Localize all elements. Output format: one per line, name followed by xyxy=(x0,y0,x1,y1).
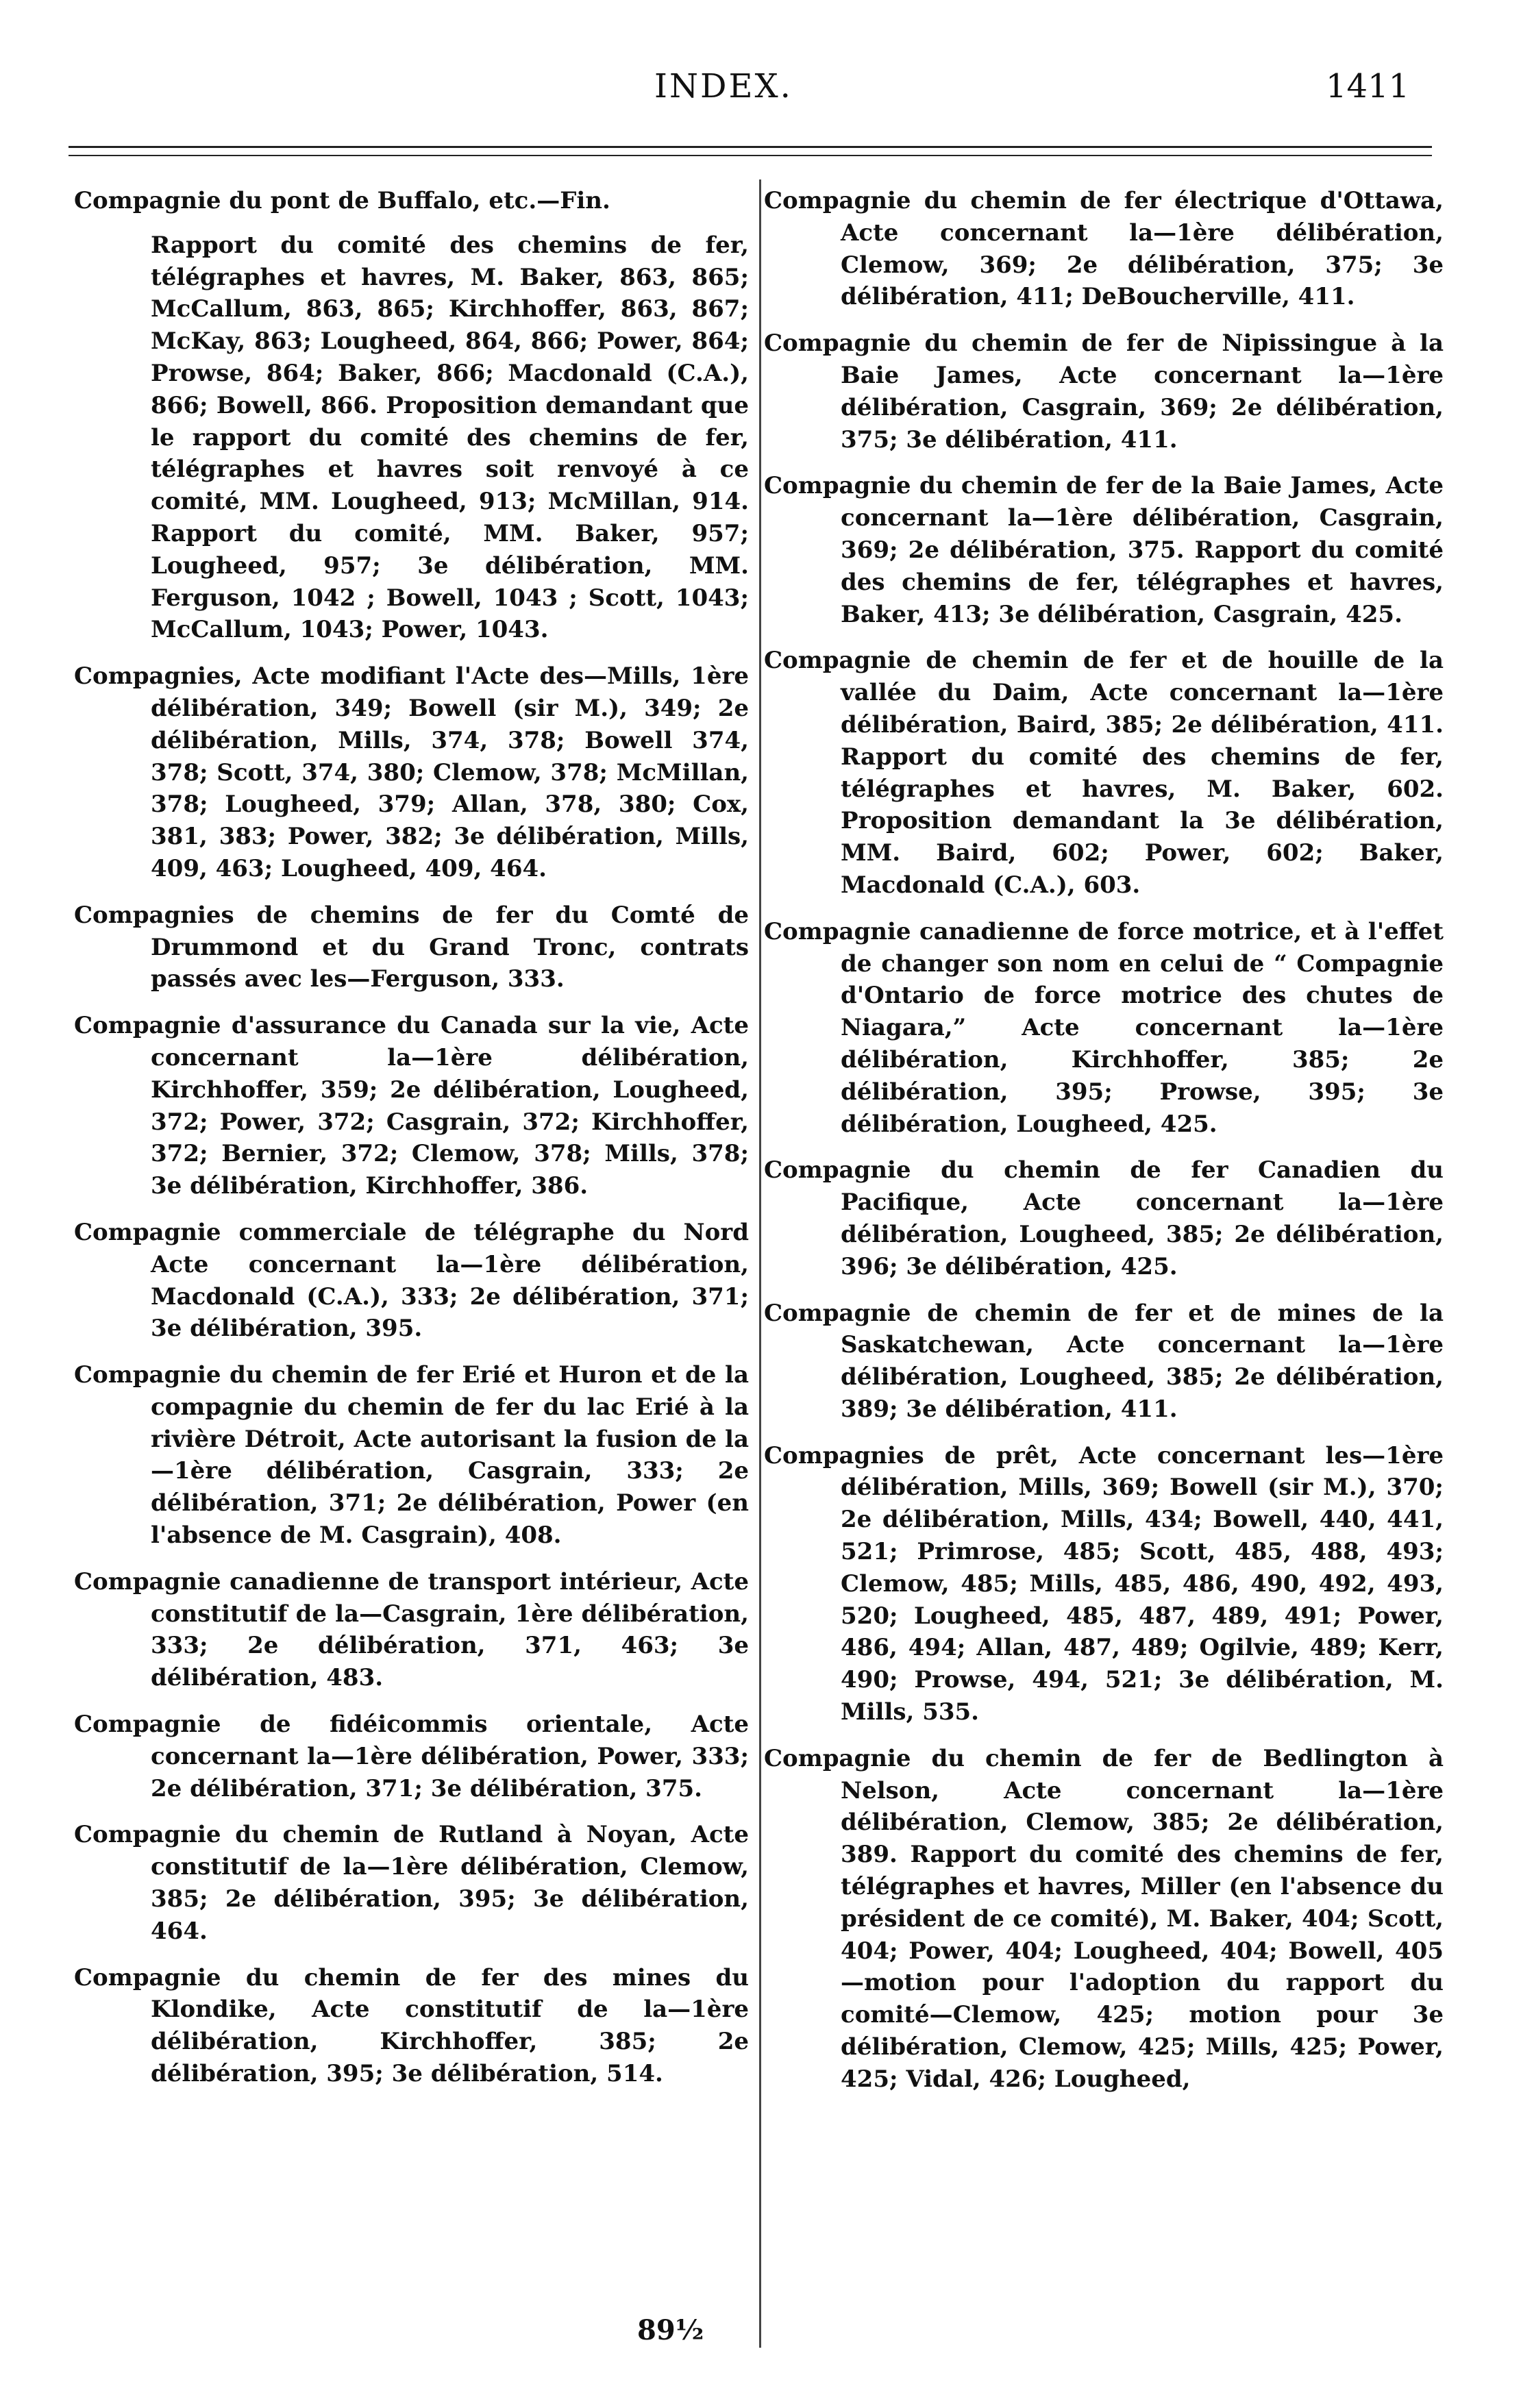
index-entry: Compagnie commerciale de télégraphe du Nord Acte concernant la—1ère délibération, Macdonald (C.A.), 333; 2e délibération, 371; 3e délibération, 395. xyxy=(74,1218,749,1343)
column-divider xyxy=(759,179,761,2348)
index-entry: Compagnie du chemin de fer Erié et Huron et de la compagnie du chemin de fer du lac Erié à la rivière Détroit, Acte autorisant la fusion de la—1ère délibération, Casgrain, 333; 2e délibération, 371; 2e délibération, Power (en l'absence de M. Casgrain), 408. xyxy=(74,1361,749,1550)
signature-mark: 89½ xyxy=(637,2314,704,2346)
index-entry: Compagnie canadienne de transport intérieur, Acte constitutif de la—Casgrain, 1ère délibération, 333; 2e délibération, 371, 463; 3e délibération, 483. xyxy=(74,1567,749,1692)
index-entry: Compagnie du chemin de Rutland à Noyan, Acte constitutif de la—1ère délibération, Clemow, 385; 2e délibération, 395; 3e délibération, 464. xyxy=(74,1821,749,1945)
index-entry: Compagnie de fidéicommis orientale, Acte concernant la—1ère délibération, Power, 333; 2e délibération, 371; 3e délibération, 375. xyxy=(74,1711,749,1802)
index-entry: Compagnie du chemin de fer Canadien du Pacifique, Acte concernant la—1ère délibération, Lougheed, 385; 2e délibération, 396; 3e délibération, 425. xyxy=(764,1156,1444,1280)
index-entry: Compagnie d'assurance du Canada sur la vie, Acte concernant la—1ère délibération, Kirchhoffer, 359; 2e délibération, Lougheed, 372; Power, 372; Casgrain, 372; Kirchhoffer, 372; Bernier, 372; Clemow, 378; Mills, 378; 3e délibération, Kirchhoffer, 386. xyxy=(74,1012,749,1200)
header-rule-bottom xyxy=(69,155,1432,156)
index-entry: Compagnie de chemin de fer et de mines de la Saskatchewan, Acte concernant la—1ère délibération, Lougheed, 385; 2e délibération, 389; 3e délibération, 411. xyxy=(764,1299,1444,1423)
index-entry: Compagnies, Acte modifiant l'Acte des—Mills, 1ère délibération, 349; Bowell (sir M.), 349; 2e délibération, Mills, 374, 378; Bowell 374, 378; Scott, 374, 380; Clemow, 378; McMillan, 378; Lougheed, 379; Allan, 378, 380; Cox, 381, 383; Power, 382; 3e délibération, Mills, 409, 463; Lougheed, 409, 464. xyxy=(74,662,749,882)
index-entry: Compagnie du chemin de fer des mines du Klondike, Acte constitutif de la—1ère délibération, Kirchhoffer, 385; 2e délibération, 395; 3e délibération, 514. xyxy=(74,1963,749,2088)
index-entry: Compagnies de prêt, Acte concernant les—1ère délibération, Mills, 369; Bowell (sir M.), 370; 2e délibération, Mills, 434; Bowell, 440, 441, 521; Primrose, 485; Scott, 485, 488, 493; Clemow, 485; Mills, 485, 486, 490, 492, 493, 520; Lougheed, 485, 487, 489, 491; Power, 486, 494; Allan, 487, 489; Ogilvie, 489; Kerr, 490; Prowse, 494, 521; 3e délibération, M. Mills, 535. xyxy=(764,1441,1444,1726)
index-entry: Compagnie canadienne de force motrice, et à l'effet de changer son nom en celui de “ Compagnie d'Ontario de force motrice des chutes de Niagara,” Acte concernant la—1ère délibération, Kirchhoffer, 385; 2e délibération, 395; Prowse, 395; 3e délibération, Lougheed, 425. xyxy=(764,917,1444,1138)
header-rule-top xyxy=(69,146,1432,148)
index-entry: Compagnie du chemin de fer de Nipissingue à la Baie James, Acte concernant la—1ère délibération, Casgrain, 369; 2e délibération, 375; 3e délibération, 411. xyxy=(764,330,1444,454)
index-entry: Compagnie du chemin de fer de la Baie James, Acte concernant la—1ère délibération, Casgrain, 369; 2e délibération, 375. Rapport du comité des chemins de fer, télégraphes et havres, Baker, 413; 3e délibération, Casgrain, 425. xyxy=(764,472,1444,628)
index-entry: Rapport du comité des chemins de fer, télégraphes et havres, M. Baker, 863, 865; McCallum, 863, 865; Kirchhoffer, 863, 867; McKay, 863; Lougheed, 864, 866; Power, 864; Prowse, 864; Baker, 866; Macdonald (C.A.), 866; Bowell, 866. Proposition demandant que le rapport du comité des chemins de fer, télégraphes et havres soit renvoyé à ce comité, MM. Lougheed, 913; McMillan, 914. Rapport du comité, MM. Baker, 957; Lougheed, 957; 3e délibération, MM. Ferguson, 1042 ; Bowell, 1043 ; Scott, 1043; McCallum, 1043; Power, 1043. xyxy=(151,231,749,644)
left-column xyxy=(74,185,749,2105)
index-entry: Compagnie du pont de Buffalo, etc.—Fin. xyxy=(74,187,610,214)
page-header xyxy=(0,0,1521,158)
index-entry: Compagnies de chemins de fer du Comté de Drummond et du Grand Tronc, contrats passés avec les—Ferguson, 333. xyxy=(74,901,749,993)
index-entry: Compagnie du chemin de fer électrique d'Ottawa, Acte concernant la—1ère délibération, Clemow, 369; 2e délibération, 375; 3e délibération, 411; DeBoucherville, 411. xyxy=(764,187,1444,311)
page-title: INDEX. xyxy=(654,67,793,105)
index-entry: Compagnie de chemin de fer et de houille de la vallée du Daim, Acte concernant la—1ère délibération, Baird, 385; 2e délibération, 411. Rapport du comité des chemins de fer, télégraphes et havres, M. Baker, 602. Proposition demandant la 3e délibération, MM. Baird, 602; Power, 602; Baker, Macdonald (C.A.), 603. xyxy=(764,647,1444,899)
page-number: 1411 xyxy=(1326,67,1410,105)
right-column xyxy=(764,185,1444,2110)
index-entry: Compagnie du chemin de fer de Bedlington à Nelson, Acte concernant la—1ère délibération, Clemow, 385; 2e délibération, 389. Rapport du comité des chemins de fer, télégraphes et havres, Miller (en l'absence du président de ce comité), M. Baker, 404; Scott, 404; Power, 404; Lougheed, 404; Bowell, 405—motion pour l'adoption du rapport du comité—Clemow, 425; motion pour 3e délibération, Clemow, 425; Mills, 425; Power, 425; Vidal, 426; Lougheed, xyxy=(764,1744,1444,2093)
